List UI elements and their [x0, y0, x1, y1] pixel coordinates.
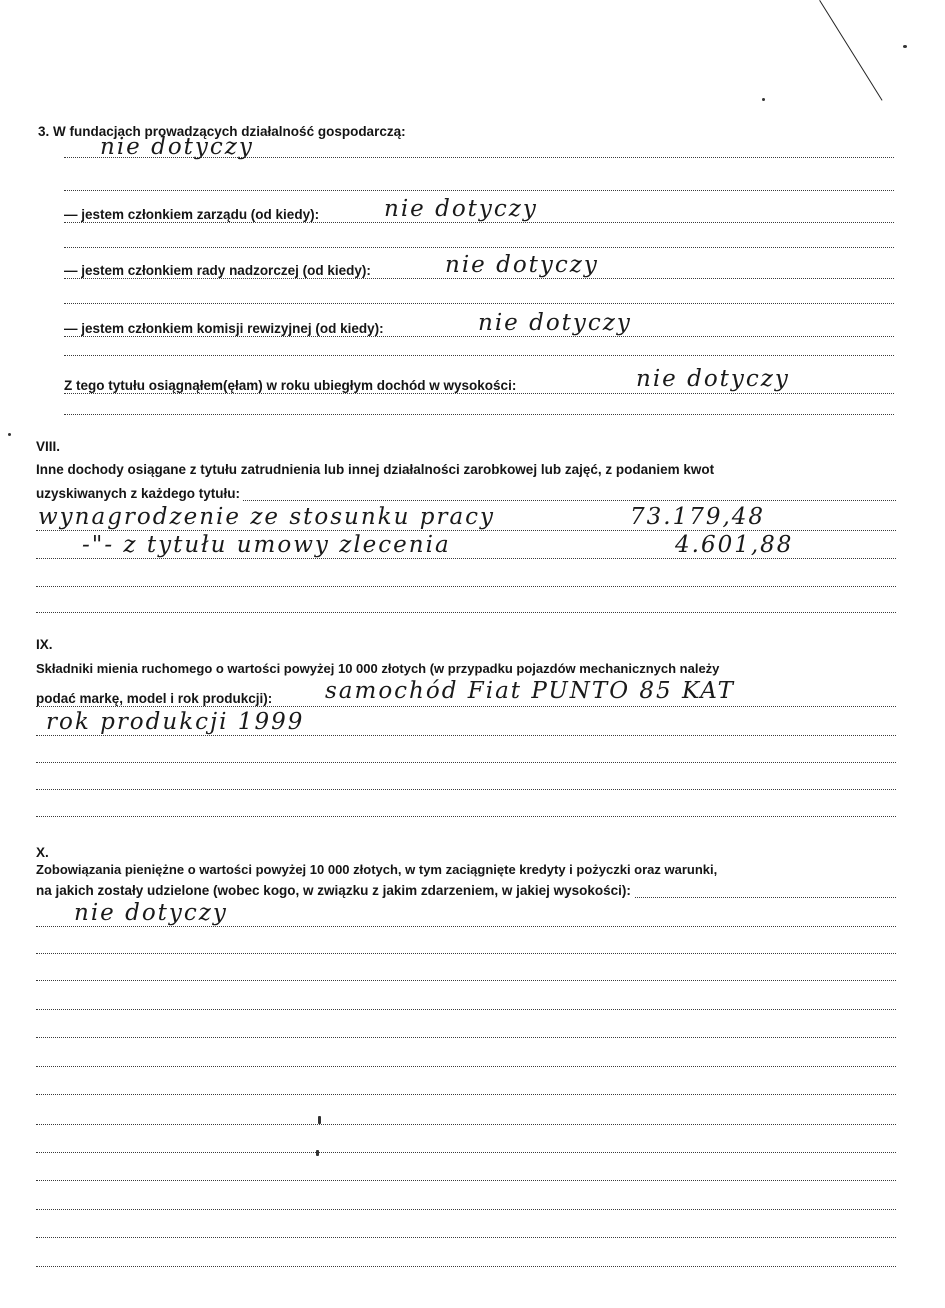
scan-speck [903, 45, 907, 48]
income-label: Z tego tytułu osiągnąłem(ęłam) w roku ubiegłym dochód w wysokości: [64, 378, 519, 393]
section10-text-line2: na jakich zostały udzielone (wobec kogo, w związku z jakim zdarzeniem, w jakiej wysokości): [36, 883, 634, 898]
scan-speck [762, 98, 765, 101]
dotted-line [36, 1066, 896, 1067]
dotted-line [36, 816, 896, 817]
dotted-line [36, 735, 896, 736]
dotted-line [36, 1094, 896, 1095]
dotted-line [36, 1266, 896, 1267]
section9-text-line1: Składniki mienia ruchomego o wartości powyżej 10 000 złotych (w przypadku pojazdów mechanicznych należy [36, 661, 722, 676]
liabilities-answer[interactable]: nie dotyczy [74, 900, 228, 926]
board-member-label: — jestem członkiem zarządu (od kiedy): [64, 207, 322, 222]
section3-heading: 3. W fundacjach prowadzących działalność gospodarczą: [38, 124, 409, 139]
dotted-line [64, 414, 894, 415]
dotted-line [64, 303, 894, 304]
dotted-line [36, 762, 896, 763]
dotted-line [64, 393, 894, 394]
dotted-line [36, 706, 896, 707]
dotted-line [36, 953, 896, 954]
dotted-line [36, 586, 896, 587]
dotted-line [36, 612, 896, 613]
dotted-line [36, 530, 896, 531]
supervisory-board-answer[interactable]: nie dotyczy [445, 252, 599, 278]
scan-speck [318, 1116, 321, 1124]
income-source-1[interactable]: wynagrodzenie ze stosunku pracy [38, 504, 496, 530]
dotted-line [64, 355, 894, 356]
dotted-line [64, 222, 894, 223]
dotted-line [36, 558, 896, 559]
dotted-line [36, 1209, 896, 1210]
income-amount-1[interactable]: 73.179,48 [630, 504, 766, 530]
dotted-line [64, 278, 894, 279]
board-member-answer[interactable]: nie dotyczy [384, 196, 538, 222]
income-source-2[interactable]: -"- z tytułu umowy zlecenia [82, 532, 451, 558]
scan-speck [316, 1150, 319, 1156]
vehicle-description[interactable]: samochód Fiat PUNTO 85 KAT [325, 678, 735, 704]
income-amount-2[interactable]: 4.601,88 [675, 532, 794, 558]
dotted-line [36, 1152, 896, 1153]
dotted-line [64, 336, 894, 337]
dotted-line [64, 190, 894, 191]
section8-text-line2: uzyskiwanych z każdego tytułu: [36, 486, 243, 501]
dotted-line [36, 1124, 896, 1125]
section10-number: X. [36, 845, 52, 860]
dotted-line [36, 1037, 896, 1038]
dotted-line [64, 247, 894, 248]
scan-artifact-line [819, 0, 882, 101]
dotted-line [36, 1180, 896, 1181]
section8-number: VIII. [36, 439, 63, 454]
section10-text-line1: Zobowiązania pieniężne o wartości powyżej 10 000 złotych, w tym zaciągnięte kredyty i pożyczki oraz warunki, [36, 862, 720, 877]
vehicle-year[interactable]: rok produkcji 1999 [46, 709, 305, 735]
scan-speck [8, 433, 11, 436]
section3-answer[interactable]: nie dotyczy [100, 134, 254, 160]
supervisory-board-label: — jestem członkiem rady nadzorczej (od kiedy): [64, 263, 374, 278]
section8-text-line1: Inne dochody osiągane z tytułu zatrudnienia lub innej działalności zarobkowej lub zajęć, z podaniem kwot [36, 462, 717, 477]
income-answer[interactable]: nie dotyczy [636, 366, 790, 392]
audit-committee-answer[interactable]: nie dotyczy [478, 310, 632, 336]
audit-committee-label: — jestem członkiem komisji rewizyjnej (od kiedy): [64, 321, 387, 336]
dotted-line [36, 926, 896, 927]
dotted-line [36, 1237, 896, 1238]
dotted-line [36, 980, 896, 981]
section9-number: IX. [36, 637, 56, 652]
dotted-line [36, 1009, 896, 1010]
section9-text-line2: podać markę, model i rok produkcji): [36, 691, 275, 706]
dotted-line [36, 789, 896, 790]
